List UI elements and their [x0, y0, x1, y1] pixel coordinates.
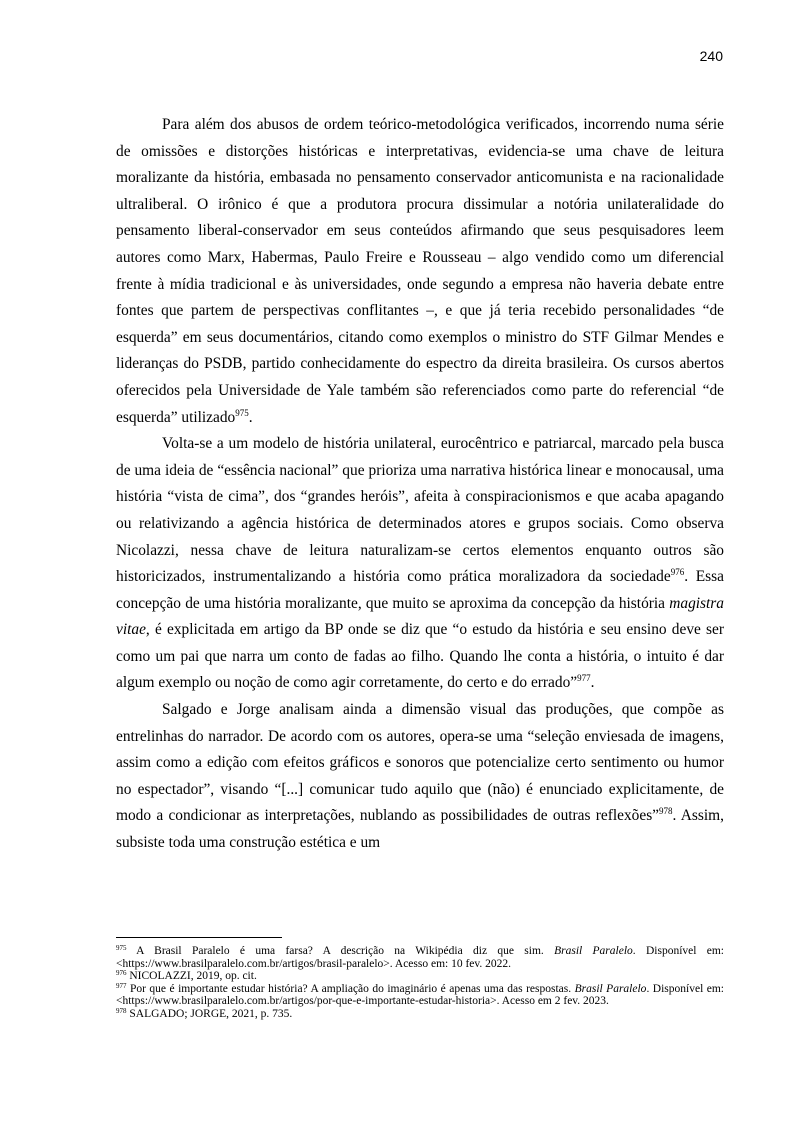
- footnote-ref: 976: [670, 567, 685, 578]
- paragraph: Salgado e Jorge analisam ainda a dimensão visual das produções, que compõe as entrelinhas do narrador. De acordo com os autores, opera-se uma “seleção enviesada de imagens, assim como a edição com efeitos gráficos e sonoros que potencialize certo sentimento ou humor no espectador”, visando “[...] comunicar tudo aquilo que (não) é enunciado explicitamente, de modo a condicionar as interpretações, nublando as possibilidades de outras reflexões”$^{978}$. Assim, subsiste toda uma construção estética e um: [116, 701, 725, 852]
- body-text: [116, 112, 724, 857]
- footnote: $^{976}$ NICOLAZZI, 2019, op. cit.: [116, 969, 257, 983]
- footnote-ref: 975: [235, 407, 249, 418]
- paragraph: Para além dos abusos de ordem teórico-metodológica verificados, incorrendo numa série de omissões e distorções históricas e interpretativas, evidencia-se uma chave de leitura moralizante da história, embasada no pensamento conservador anticomunista e na racionalidade ultraliberal. O irônico é que a produtora procura dissimular a notória unilateralidade do pensamento liberal-conservador em seus conteúdos afirmando que seus pesquisadores leem autores como Marx, Habermas, Paulo Freire e Rousseau – algo vendido como um diferencial frente à mídia tradicional e às universidades, onde segundo a empresa não haveria debate entre fontes que partem de perspectivas conflitantes –, e que já teria recebido personalidades “de esquerda” em seus documentários, citando como exemplos o ministro do STF Gilmar Mendes e lideranças do PSDB, partido conhecidamente do espectro da direita brasileira. Os cursos abertos oferecidos pela Universidade de Yale também são referenciados como parte do referencial “de esquerda” utilizado$^{975}$.: [116, 116, 724, 426]
- footnote-ref: 977: [577, 673, 591, 684]
- footnote-divider: [116, 937, 282, 938]
- footnote-ref: 978: [659, 806, 673, 817]
- footnote: $^{978}$ SALGADO; JORGE, 2021, p. 735.: [116, 1006, 293, 1020]
- paragraph: Volta-se a um modelo de história unilateral, eurocêntrico e patriarcal, marcado pela busca de uma ideia de “essência nacional” que prioriza uma narrativa histórica linear e monocausal, uma história “vista de cima”, dos “grandes heróis”, afeita à conspiracionismos e que acaba apagando ou relativizando a agência histórica de determinados atores e grupos sociais. Como observa Nicolazzi, nessa chave de leitura naturalizam-se certos elementos enquanto outros são historicizados, instrumentalizando a história como prática moralizadora da sociedade$^{976}$. Essa concepção de uma história moralizante, que muito se aproxima da concepção da história magistra vitae, é explicitada em artigo da BP onde se diz que “o estudo da história e seu ensino deve ser como um pai que narra um conto de fadas ao filho. Quando lhe conta a história, o intuito é dar algum exemplo ou noção de como agir corretamente, do certo e do errado”$^{977}$.: [116, 435, 724, 692]
- footnotes: [116, 945, 724, 1021]
- page-number: 240: [699, 48, 723, 64]
- footnote: $^{975}$ A Brasil Paralelo é uma farsa? A descrição na Wikipédia diz que sim. Brasil Paralelo. Disponível em: <https://www.brasilparalelo.com.br/artigos/brasil-paralelo>. Acesso em: 10 fev. 2022.: [116, 944, 724, 970]
- footnote: $^{977}$ Por que é importante estudar história? A ampliação do imaginário é apenas uma das respostas. Brasil Paralelo. Disponível em: <https://www.brasilparalelo.com.br/artigos/por-que-e-importante-estudar-historia>. Acesso em 2 fev. 2023.: [116, 981, 724, 1008]
